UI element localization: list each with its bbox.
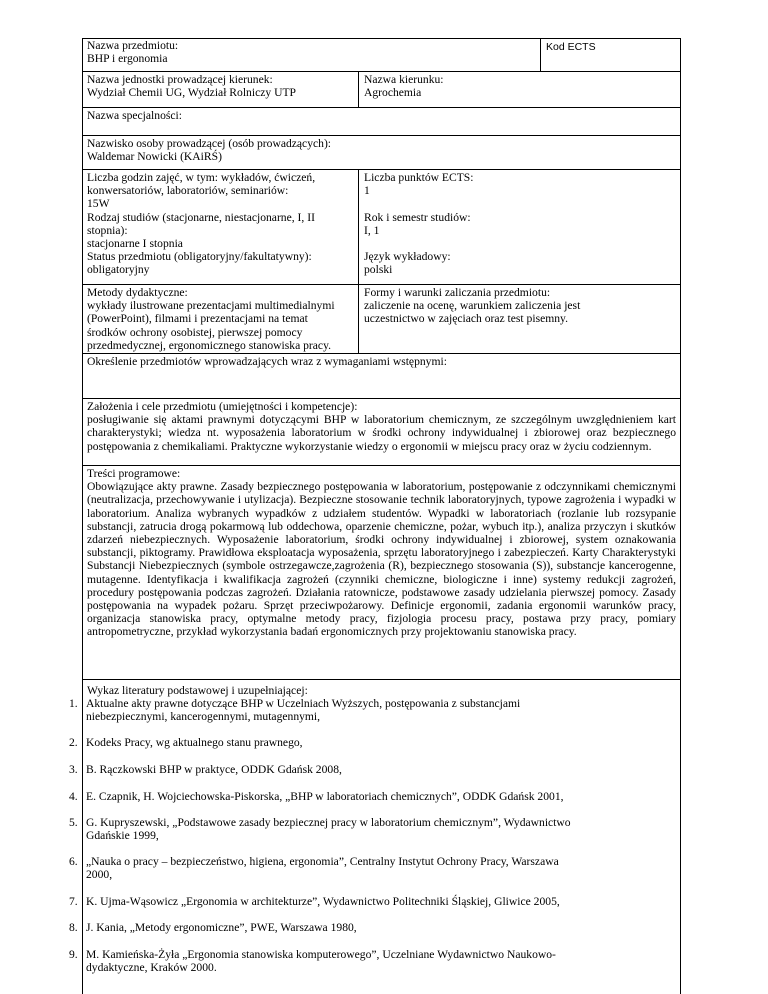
content-cell — [82, 466, 681, 639]
content-text: Obowiązujące akty prawne. Zasady bezpiecznego postępowania w laboratorium, postępowanie z odczynnikami chemicznymi (neutralizacja, przechowywanie i utylizacja). Bezpieczne stosowanie technik laboratoryjnych, typowe zagrożenia i wypadki w laboratorium. Analiza wybranych wypadków z udziałem studentów. Wypadki w laboratoriach (rozlanie lub rozsypanie substancji, zatrucia drogą pokarmową lub oddechowa, oparzenie chemiczne, pożar, wybuch itp.), analiza przyczyn i skutków zdarzeń niebezpiecznych. Wyposażenie laboratorium, środki ochrony indywidualnej i zbiorowej, system oznakowania substancji, piktogramy. Prawidłowa eksploatacja wyposażenia, sprzętu laboratoryjnego i zabezpieczeń. Karty Charakterystyki Substancji Niebezpiecznych (symbole ostrzegawcze,zagrożenia (R), bezpiecznego stosowania (S)), substancje kancerogenne, mutagenne. Identyfikacja i kwalifikacja zagrożeń (czynniki chemiczne, biologiczne i inne) systemy redukcji zagrożeń, procedury postępowania podczas zagrożeń. Działania ratownicze, podstawowe zasady udzielania pierwszej pomocy. Zasady postępowania na wypadek pożaru. Sprzęt przeciwpożarowy. Definicje ergonomii, zadania ergonomii warunków pracy, organizacja stanowiska pracy, optymalne metody pracy, fizjologia procesu pracy, postawa przy pracy, pomiary antropometryczne, przykład wykorzystania badań ergonomicznych przy projektowaniu stanowiska pracy. — [87, 480, 676, 639]
specialty-cell — [82, 108, 681, 122]
field-cell — [359, 72, 681, 99]
literature-item — [69, 790, 686, 803]
goals-text: posługiwanie się aktami prawnymi dotyczącymi BHP w laboratorium chemicznym, ze szczególnym uwzględnieniem kart charakterystyki; wiedza nt. wyposażenia laboratorium w środki ochrony indywidualnej i zbiorowej oraz bezpiecznego postępowania z chemikaliami. Praktyczne wykorzystanie wiedzy o ergonomii w miejscu pracy oraz w życiu codziennym. — [87, 413, 676, 453]
unit-label: Nazwa jednostki prowadzącej kierunek: — [87, 73, 273, 86]
hours-label: Liczba godzin zajęć, w tym: wykładów, ćwiczeń, — [87, 171, 316, 184]
ects-points-label: Liczba punktów ECTS: — [364, 171, 474, 184]
study-type-label: Rodzaj studiów (stacjonarne, niestacjonarne, I, II — [87, 211, 315, 224]
status-cell — [82, 249, 358, 276]
literature-item-text: Gdańskie 1999, — [86, 829, 159, 843]
ects-points-cell — [359, 170, 681, 197]
year-semester-cell — [359, 210, 681, 237]
course-name-value: BHP i ergonomia — [87, 52, 168, 66]
study-type-cell — [82, 210, 358, 251]
ects-points-value: 1 — [364, 184, 370, 198]
literature-item — [69, 895, 686, 908]
assessment-line: zaliczenie na ocenę, warunkiem zaliczenia jest — [364, 299, 581, 313]
content-label: Treści programowe: — [87, 467, 181, 480]
unit-value: Wydział Chemii UG, Wydział Rolniczy UTP — [87, 86, 296, 100]
methods-label: Metody dydaktyczne: — [87, 286, 188, 299]
methods-line: środków ochrony osobistej, pierwszej pomocy — [87, 325, 303, 339]
literature-item-text: J. Kania, „Metody ergonomiczne”, PWE, Warszawa 1980, — [86, 921, 357, 934]
literature-item — [69, 697, 686, 724]
hours-label: konwersatoriów, laboratoriów, seminariów: — [87, 184, 289, 198]
language-cell — [359, 249, 681, 276]
literature-item-number: 8. — [69, 921, 78, 934]
unit-cell — [82, 72, 358, 99]
literature-item-text: 2000, — [86, 868, 113, 882]
literature-cell — [82, 683, 681, 697]
ects-code-cell — [541, 40, 681, 54]
literature-item — [69, 921, 686, 934]
literature-item-number: 2. — [69, 736, 78, 749]
prerequisites-cell — [82, 354, 681, 368]
literature-item-text: niebezpiecznymi, kancerogennymi, mutagennymi, — [86, 710, 321, 724]
language-value: polski — [364, 263, 393, 277]
ects-code-label: Kod ECTS — [546, 41, 596, 53]
literature-item-text: dydaktyczne, Kraków 2000. — [86, 961, 217, 975]
literature-item-number: 6. — [69, 855, 78, 868]
literature-item-text: K. Ujma-Wąsowicz „Ergonomia w architekturze”, Wydawnictwo Politechniki Śląskiej, Gliwice 2005, — [86, 895, 560, 908]
field-label: Nazwa kierunku: — [364, 73, 444, 86]
divider — [82, 679, 681, 680]
methods-line: przedmedycznej, ergonomicznego stanowiska pracy. — [87, 338, 332, 352]
literature-item-text: M. Kamieńska-Żyła „Ergonomia stanowiska komputerowego”, Uczelniane Wydawnictwo Naukowo- — [86, 948, 556, 961]
literature-item-text: Aktualne akty prawne dotyczące BHP w Uczelniach Wyższych, postępowania z substancjami — [86, 697, 521, 710]
literature-item — [69, 948, 686, 975]
literature-item-number: 4. — [69, 790, 78, 803]
language-label: Język wykładowy: — [364, 250, 451, 263]
year-semester-label: Rok i semestr studiów: — [364, 211, 471, 224]
literature-item — [69, 855, 686, 882]
literature-item-number: 3. — [69, 763, 78, 776]
year-semester-value: I, 1 — [364, 224, 380, 238]
lecturer-value: Waldemar Nowicki (KAiRŚ) — [87, 150, 222, 164]
literature-item-text: Kodeks Pracy, wg aktualnego stanu prawnego, — [86, 736, 303, 749]
assessment-cell — [359, 285, 681, 326]
assessment-line: uczestnictwo w zajęciach oraz test pisemny. — [364, 312, 568, 326]
literature-item-text: B. Rączkowski BHP w praktyce, ODDK Gdańsk 2008, — [86, 763, 342, 776]
lecturer-cell — [82, 136, 681, 163]
prerequisites-label: Określenie przedmiotów wprowadzających wraz z wymaganiami wstępnymi: — [87, 355, 447, 368]
literature-item — [69, 816, 686, 843]
literature-item-number: 7. — [69, 895, 78, 908]
hours-cell — [82, 170, 358, 211]
literature-item — [69, 763, 686, 776]
course-name-label: Nazwa przedmiotu: — [87, 39, 179, 52]
lecturer-label: Nazwisko osoby prowadzącej (osób prowadzących): — [87, 137, 332, 150]
assessment-label: Formy i warunki zaliczania przedmiotu: — [364, 286, 551, 299]
literature-item-number: 1. — [69, 697, 78, 710]
course-name-cell — [82, 38, 540, 65]
literature-item — [69, 736, 686, 749]
study-type-value: stacjonarne I stopnia — [87, 237, 183, 251]
methods-line: (PowerPoint), filmami i prezentacjami na temat — [87, 312, 308, 326]
literature-item-text: E. Czapnik, H. Wojciechowska-Piskorska, „BHP w laboratoriach chemicznych”, ODDK Gdańsk 2001, — [86, 790, 564, 803]
literature-item-number: 9. — [69, 948, 78, 961]
literature-item-number: 5. — [69, 816, 78, 829]
study-type-label: stopnia): — [87, 224, 128, 238]
specialty-label: Nazwa specjalności: — [87, 109, 182, 122]
literature-item-text: „Nauka o pracy – bezpieczeństwo, higiena, ergonomia”, Centralny Instytut Ochrony Pracy, Warszawa — [86, 855, 559, 868]
status-value: obligatoryjny — [87, 263, 150, 277]
hours-value: 15W — [87, 197, 110, 211]
goals-cell — [82, 399, 681, 453]
field-value: Agrochemia — [364, 86, 422, 100]
methods-cell — [82, 285, 358, 352]
goals-label: Założenia i cele przedmiotu (umiejętności i kompetencje): — [87, 400, 358, 413]
literature-item-text: G. Kupryszewski, „Podstawowe zasady bezpiecznej pracy w laboratorium chemicznym”, Wydawnictwo — [86, 816, 571, 829]
status-label: Status przedmiotu (obligatoryjny/fakultatywny): — [87, 250, 312, 263]
literature-label: Wykaz literatury podstawowej i uzupełniającej: — [87, 684, 308, 697]
methods-line: wykłady ilustrowane prezentacjami multimedialnymi — [87, 299, 335, 313]
